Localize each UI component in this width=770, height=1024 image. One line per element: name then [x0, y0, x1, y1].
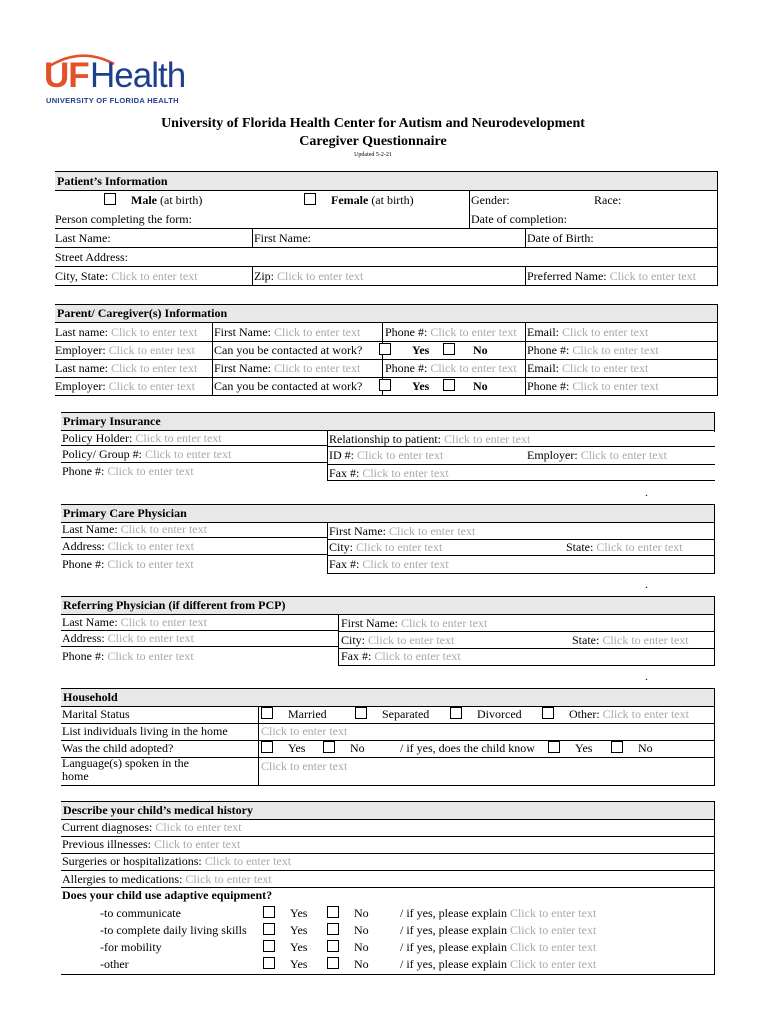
adaptive-yes-checkbox[interactable]	[263, 940, 275, 952]
medical-header: Describe your child’s medical history	[63, 803, 253, 817]
separated-option: Separated	[355, 706, 429, 723]
date-completion-label[interactable]: Date of completion:	[471, 212, 567, 226]
referring-first-name-field[interactable]: First Name: Click to enter text	[341, 616, 488, 630]
diagnoses-field[interactable]: Current diagnoses: Click to enter text	[62, 820, 242, 834]
adaptive-yes: Yes	[263, 922, 307, 939]
page-title: University of Florida Health Center for Autism and Neurodevelopment	[161, 116, 585, 131]
adaptive-yes: Yes	[263, 905, 307, 922]
page-subtitle: Caregiver Questionnaire	[299, 134, 447, 149]
parent2-contact-yes: Yes	[379, 378, 429, 395]
adaptive-yes: Yes	[263, 939, 307, 956]
child-knows-label: / if yes, does the child know	[400, 741, 535, 755]
divorced-option: Divorced	[450, 706, 522, 723]
parent1-contact-no: No	[443, 342, 488, 359]
adaptive-yes-checkbox[interactable]	[263, 957, 275, 969]
adaptive-explain-field[interactable]: / if yes, please explain Click to enter text	[400, 906, 597, 920]
parent2-employer-field[interactable]: Employer: Click to enter text	[55, 379, 195, 393]
female-option: Female (at birth)	[304, 192, 414, 209]
parent2-last-name-field[interactable]: Last name: Click to enter text	[55, 361, 198, 375]
adaptive-explain-field[interactable]: / if yes, please explain Click to enter text	[400, 957, 597, 971]
adopted-yes-checkbox[interactable]	[261, 741, 273, 753]
household-header: Household	[63, 690, 118, 704]
relationship-field[interactable]: Relationship to patient: Click to enter text	[329, 432, 531, 446]
preferred-name-field[interactable]: Preferred Name: Click to enter text	[527, 269, 696, 283]
knows-no-checkbox[interactable]	[611, 741, 623, 753]
list-individuals-input[interactable]: Click to enter text	[261, 724, 348, 738]
policy-group-field[interactable]: Policy/ Group #: Click to enter text	[62, 447, 232, 461]
adaptive-explain-field[interactable]: / if yes, please explain Click to enter text	[400, 940, 597, 954]
parent2-email-field[interactable]: Email: Click to enter text	[527, 361, 649, 375]
street-address-label[interactable]: Street Address:	[55, 250, 128, 264]
referring-fax-field[interactable]: Fax #: Click to enter text	[341, 649, 461, 663]
parent1-no-checkbox[interactable]	[443, 343, 455, 355]
parent-header: Parent/ Caregiver(s) Information	[57, 306, 228, 320]
male-checkbox[interactable]	[104, 193, 116, 205]
adaptive-no: No	[327, 956, 369, 973]
parent1-last-name-field[interactable]: Last name: Click to enter text	[55, 325, 198, 339]
adopted-label: Was the child adopted?	[62, 741, 174, 755]
list-individuals-label: List individuals living in the home	[62, 724, 228, 738]
logo-uf-text: UF	[44, 56, 89, 95]
adaptive-no-checkbox[interactable]	[327, 957, 339, 969]
parent2-no-checkbox[interactable]	[443, 379, 455, 391]
insurance-id-field[interactable]: ID #: Click to enter text	[329, 448, 444, 462]
patient-last-name-label[interactable]: Last Name:	[55, 231, 111, 245]
pcp-state-field[interactable]: State: Click to enter text	[566, 540, 683, 554]
insurance-header: Primary Insurance	[63, 414, 161, 428]
pcp-city-field[interactable]: City: Click to enter text	[329, 540, 443, 554]
adaptive-explain-field[interactable]: / if yes, please explain Click to enter text	[400, 923, 597, 937]
insurance-dot: .	[645, 485, 648, 499]
adaptive-yes-checkbox[interactable]	[263, 906, 275, 918]
logo-subtitle: UNIVERSITY OF FLORIDA HEALTH	[46, 96, 179, 105]
referring-dot: .	[645, 669, 648, 683]
policy-holder-field[interactable]: Policy Holder: Click to enter text	[62, 431, 222, 445]
zip-field[interactable]: Zip: Click to enter text	[254, 269, 364, 283]
updated-date: Updated 5-2-21	[354, 152, 392, 158]
patient-dob-label[interactable]: Date of Birth:	[527, 231, 594, 245]
parent1-employer-field[interactable]: Employer: Click to enter text	[55, 343, 195, 357]
adaptive-row-label: -to complete daily living skills	[100, 923, 247, 937]
patient-first-name-label[interactable]: First Name:	[254, 231, 311, 245]
adopted-no: No	[323, 740, 365, 757]
other-input[interactable]: Click to enter text	[602, 707, 689, 721]
knows-yes-checkbox[interactable]	[548, 741, 560, 753]
parent2-phone-field[interactable]: Phone #: Click to enter text	[385, 361, 517, 375]
adaptive-no: No	[327, 905, 369, 922]
parent1-yes-checkbox[interactable]	[379, 343, 391, 355]
parent1-phone-field[interactable]: Phone #: Click to enter text	[385, 325, 517, 339]
insurance-fax-field[interactable]: Fax #: Click to enter text	[329, 466, 449, 480]
married-option: Married	[261, 706, 327, 723]
referring-header: Referring Physician (if different from PCP)	[63, 598, 286, 612]
divorced-checkbox[interactable]	[450, 707, 462, 719]
parent1-contact-yes: Yes	[379, 342, 429, 359]
adopted-no-checkbox[interactable]	[323, 741, 335, 753]
referring-last-name-field[interactable]: Last Name: Click to enter text	[62, 615, 207, 629]
adaptive-no: No	[327, 939, 369, 956]
pcp-last-name-field[interactable]: Last Name: Click to enter text	[62, 522, 207, 536]
languages-label-line1: Language(s) spoken in the	[62, 756, 189, 770]
parent1-work-phone-field[interactable]: Phone #: Click to enter text	[527, 343, 659, 357]
knows-yes: Yes	[548, 740, 592, 757]
person-completing-label[interactable]: Person completing the form:	[55, 212, 192, 226]
parent1-email-field[interactable]: Email: Click to enter text	[527, 325, 649, 339]
knows-no: No	[611, 740, 653, 757]
female-checkbox[interactable]	[304, 193, 316, 205]
parent2-yes-checkbox[interactable]	[379, 379, 391, 391]
adopted-yes: Yes	[261, 740, 305, 757]
city-state-field[interactable]: City, State: Click to enter text	[55, 269, 198, 283]
parent2-first-name-field[interactable]: First Name: Click to enter text	[214, 361, 361, 375]
patient-header: Patient’s Information	[57, 174, 168, 188]
pcp-header: Primary Care Physician	[63, 506, 187, 520]
adaptive-row-label: -for mobility	[100, 940, 162, 954]
other-option: Other: Click to enter text	[542, 706, 689, 723]
separated-checkbox[interactable]	[355, 707, 367, 719]
pcp-phone-field[interactable]: Phone #: Click to enter text	[62, 557, 194, 571]
referring-address-field[interactable]: Address: Click to enter text	[62, 631, 194, 645]
surgeries-field[interactable]: Surgeries or hospitalizations: Click to enter text	[62, 854, 292, 868]
parent1-contact-work-label: Can you be contacted at work?	[214, 343, 363, 357]
other-checkbox[interactable]	[542, 707, 554, 719]
adaptive-no-checkbox[interactable]	[327, 923, 339, 935]
marital-status-label: Marital Status	[62, 707, 130, 721]
adaptive-no: No	[327, 922, 369, 939]
logo-health-text: Health	[90, 56, 186, 95]
languages-input[interactable]: Click to enter text	[261, 759, 348, 773]
household-header-bg	[61, 689, 714, 706]
insurance-phone-field[interactable]: Phone #: Click to enter text	[62, 464, 194, 478]
referring-state-field[interactable]: State: Click to enter text	[572, 633, 689, 647]
pcp-address-field[interactable]: Address: Click to enter text	[62, 539, 194, 553]
parent2-contact-work-label: Can you be contacted at work?	[214, 379, 363, 393]
illnesses-field[interactable]: Previous illnesses: Click to enter text	[62, 837, 241, 851]
gender-label[interactable]: Gender:	[471, 193, 510, 207]
race-label[interactable]: Race:	[594, 193, 622, 207]
allergies-field[interactable]: Allergies to medications: Click to enter text	[62, 872, 272, 886]
adaptive-no-checkbox[interactable]	[327, 940, 339, 952]
married-checkbox[interactable]	[261, 707, 273, 719]
parent2-work-phone-field[interactable]: Phone #: Click to enter text	[527, 379, 659, 393]
parent2-contact-no: No	[443, 378, 488, 395]
pcp-first-name-field[interactable]: First Name: Click to enter text	[329, 524, 476, 538]
adaptive-row-label: -other	[100, 957, 129, 971]
adaptive-yes: Yes	[263, 956, 307, 973]
pcp-fax-field[interactable]: Fax #: Click to enter text	[329, 557, 449, 571]
adaptive-yes-checkbox[interactable]	[263, 923, 275, 935]
adaptive-row-label: -to communicate	[100, 906, 181, 920]
adaptive-no-checkbox[interactable]	[327, 906, 339, 918]
parent1-first-name-field[interactable]: First Name: Click to enter text	[214, 325, 361, 339]
languages-label-line2: home	[62, 769, 89, 783]
uf-health-logo	[44, 52, 189, 108]
male-option: Male (at birth)	[104, 192, 202, 209]
adaptive-equipment-label: Does your child use adaptive equipment?	[62, 888, 273, 902]
referring-phone-field[interactable]: Phone #: Click to enter text	[62, 649, 194, 663]
referring-city-field[interactable]: City: Click to enter text	[341, 633, 455, 647]
insurance-employer-field[interactable]: Employer: Click to enter text	[527, 448, 667, 462]
pcp-dot: .	[645, 577, 648, 591]
